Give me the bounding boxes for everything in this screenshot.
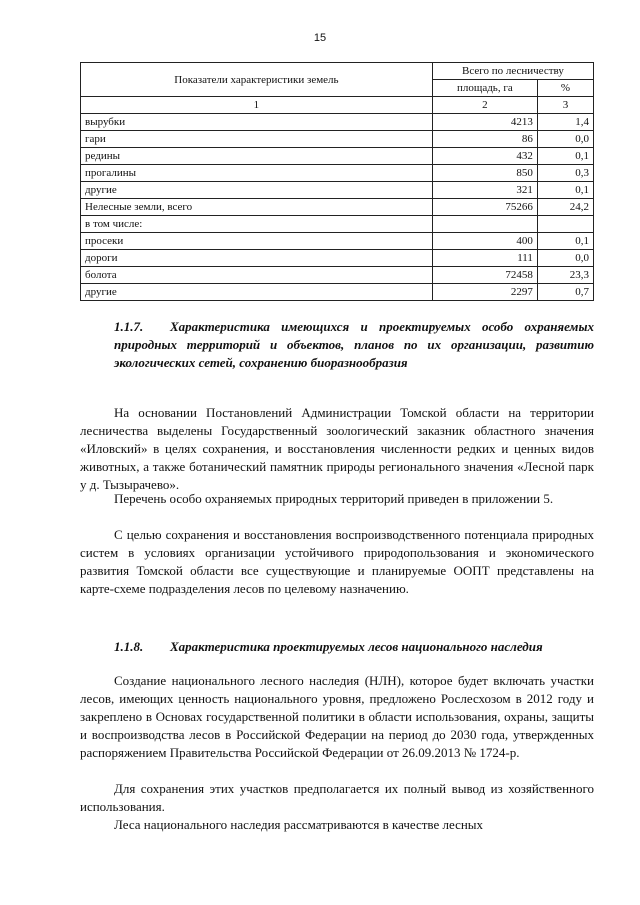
colnum-1: 1 xyxy=(81,97,433,114)
row-area: 72458 xyxy=(432,267,537,284)
row-label: вырубки xyxy=(81,114,433,131)
table-row xyxy=(81,199,594,216)
row-label: редины xyxy=(81,148,433,165)
row-percent: 0,7 xyxy=(537,284,593,301)
row-label: Нелесные земли, всего xyxy=(81,199,433,216)
row-area: 111 xyxy=(432,250,537,267)
section-117-heading xyxy=(114,318,594,372)
table-row xyxy=(81,284,594,301)
section-117-title: Характеристика имеющихся и проектируемых особо охраняемых природных территорий и объектов, планов по их организации, развитию экологических сетей, сохранению биоразнообразия xyxy=(114,319,594,370)
row-area: 321 xyxy=(432,182,537,199)
page-number: 15 xyxy=(313,32,327,44)
section-118-number: 1.1.8. xyxy=(114,639,144,654)
section-118-title: Характеристика проектируемых лесов национального наследия xyxy=(170,639,543,654)
section-118-heading xyxy=(114,638,594,656)
row-percent: 1,4 xyxy=(537,114,593,131)
table-header-row xyxy=(81,63,594,80)
row-label: дороги xyxy=(81,250,433,267)
row-area: 400 xyxy=(432,233,537,250)
row-percent: 0,1 xyxy=(537,233,593,250)
row-label: болота xyxy=(81,267,433,284)
row-label: гари xyxy=(81,131,433,148)
section-118-paragraph-3: Леса национального наследия рассматриваются в качестве лесных xyxy=(114,817,484,832)
row-area: 4213 xyxy=(432,114,537,131)
table-row xyxy=(81,216,594,233)
row-percent: 23,3 xyxy=(537,267,593,284)
section-118-paragraph-1: Создание национального лесного наследия (НЛН), которое будет включать участки лесов, имеющих ценность национального уровня, предложено Рослесхозом в 2012 году и закреплено в Основах государственной политики в области использования, охраны, защиты и воспроизводства лесов в Российской Федерации на период до 2030 года, утвержденных распоряжением Правительства Российской Федерации от 26.09.2013 № 1724-р. xyxy=(80,673,594,760)
table-row xyxy=(81,267,594,284)
section-117-paragraph-3: С целью сохранения и восстановления воспроизводственного потенциала природных систем в условиях организации устойчивого природопользования и экономического развития Томской области все существующие и планируемые ООПТ представлены на карте-схеме подразделения лесов по целевому назначению. xyxy=(80,527,594,596)
row-percent: 24,2 xyxy=(537,199,593,216)
table-row xyxy=(81,233,594,250)
header-total: Всего по лесничеству xyxy=(432,63,593,80)
row-percent xyxy=(537,216,593,233)
land-characteristics-table xyxy=(80,62,594,301)
row-area: 432 xyxy=(432,148,537,165)
row-percent: 0,1 xyxy=(537,182,593,199)
table-row xyxy=(81,148,594,165)
table-row xyxy=(81,182,594,199)
row-percent: 0,0 xyxy=(537,131,593,148)
table-row xyxy=(81,114,594,131)
row-area xyxy=(432,216,537,233)
header-area: площадь, га xyxy=(432,80,537,97)
row-area: 86 xyxy=(432,131,537,148)
table-row xyxy=(81,250,594,267)
row-percent: 0,1 xyxy=(537,148,593,165)
row-label: в том числе: xyxy=(81,216,433,233)
section-117-number: 1.1.7. xyxy=(114,319,144,334)
row-percent: 0,3 xyxy=(537,165,593,182)
colnum-3: 3 xyxy=(537,97,593,114)
row-percent: 0,0 xyxy=(537,250,593,267)
table-row xyxy=(81,165,594,182)
section-117-paragraph-1: На основании Постановлений Администрации Томской области на территории лесничества выделены Государственный зоологический заказник областного значения «Иловский» в целях сохранения, и восстановления численности редких и ценных видов животных, а также ботанический памятник природы регионального значения «Лесной парк у д. Тызырачево». xyxy=(80,405,594,492)
row-label: другие xyxy=(81,284,433,301)
table-colnum-row xyxy=(81,97,594,114)
table-row xyxy=(81,131,594,148)
section-117-paragraph-2: Перечень особо охраняемых природных территорий приведен в приложении 5. xyxy=(114,491,554,506)
row-area: 2297 xyxy=(432,284,537,301)
section-118-paragraph-2: Для сохранения этих участков предполагается их полный вывод из хозяйственного использования. xyxy=(80,781,594,814)
row-area: 850 xyxy=(432,165,537,182)
header-percent: % xyxy=(537,80,593,97)
row-area: 75266 xyxy=(432,199,537,216)
header-indicators: Показатели характеристики земель xyxy=(81,63,433,97)
colnum-2: 2 xyxy=(432,97,537,114)
row-label: просеки xyxy=(81,233,433,250)
row-label: прогалины xyxy=(81,165,433,182)
row-label: другие xyxy=(81,182,433,199)
